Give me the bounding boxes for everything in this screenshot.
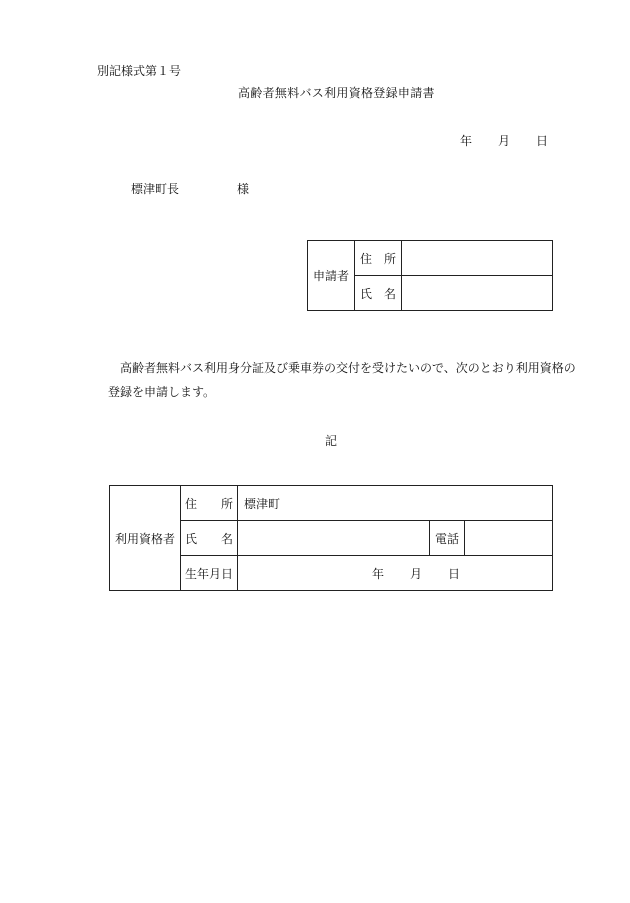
applicant-name-field[interactable] — [402, 276, 553, 311]
eligible-name-label: 氏 名 — [181, 521, 238, 556]
applicant-address-field[interactable] — [402, 241, 553, 276]
statement-line-1: 高齢者無料バス利用身分証及び乗車券の交付を受けたいので、次のとおり利用資格の — [120, 361, 576, 375]
eligible-birth-field[interactable] — [238, 556, 553, 591]
ki-heading: 記 — [325, 434, 338, 448]
application-statement — [108, 356, 578, 404]
form-number: 別記様式第１号 — [97, 64, 182, 78]
eligible-group-label: 利用資格者 — [110, 486, 181, 591]
eligible-phone-field[interactable] — [465, 521, 553, 556]
birth-month-label: 月 — [410, 566, 423, 581]
eligible-address-label: 住 所 — [181, 486, 238, 521]
statement-line-2: 登録を申請します。 — [108, 385, 216, 399]
addressee-name: 標津町長 — [131, 182, 180, 196]
eligible-phone-label: 電話 — [430, 521, 465, 556]
date-day-field[interactable]: 日 — [536, 134, 549, 148]
application-date — [460, 132, 548, 149]
birth-day-label: 日 — [448, 566, 461, 581]
applicant-name-label: 氏 名 — [355, 276, 402, 311]
addressee-honorific: 様 — [237, 182, 250, 196]
eligible-name-field[interactable] — [238, 521, 430, 556]
date-month-field[interactable]: 月 — [498, 134, 511, 148]
eligible-address-field[interactable]: 標津町 — [238, 486, 553, 521]
document-title: 高齢者無料バス利用資格登録申請書 — [238, 86, 435, 100]
date-year-field[interactable]: 年 — [460, 134, 473, 148]
eligible-person-table — [109, 485, 553, 591]
applicant-address-label: 住 所 — [355, 241, 402, 276]
addressee — [131, 180, 249, 197]
eligible-birth-label: 生年月日 — [181, 556, 238, 591]
applicant-group-label: 申請者 — [308, 241, 355, 311]
applicant-table — [307, 240, 553, 311]
birth-year-label: 年 — [372, 566, 385, 581]
